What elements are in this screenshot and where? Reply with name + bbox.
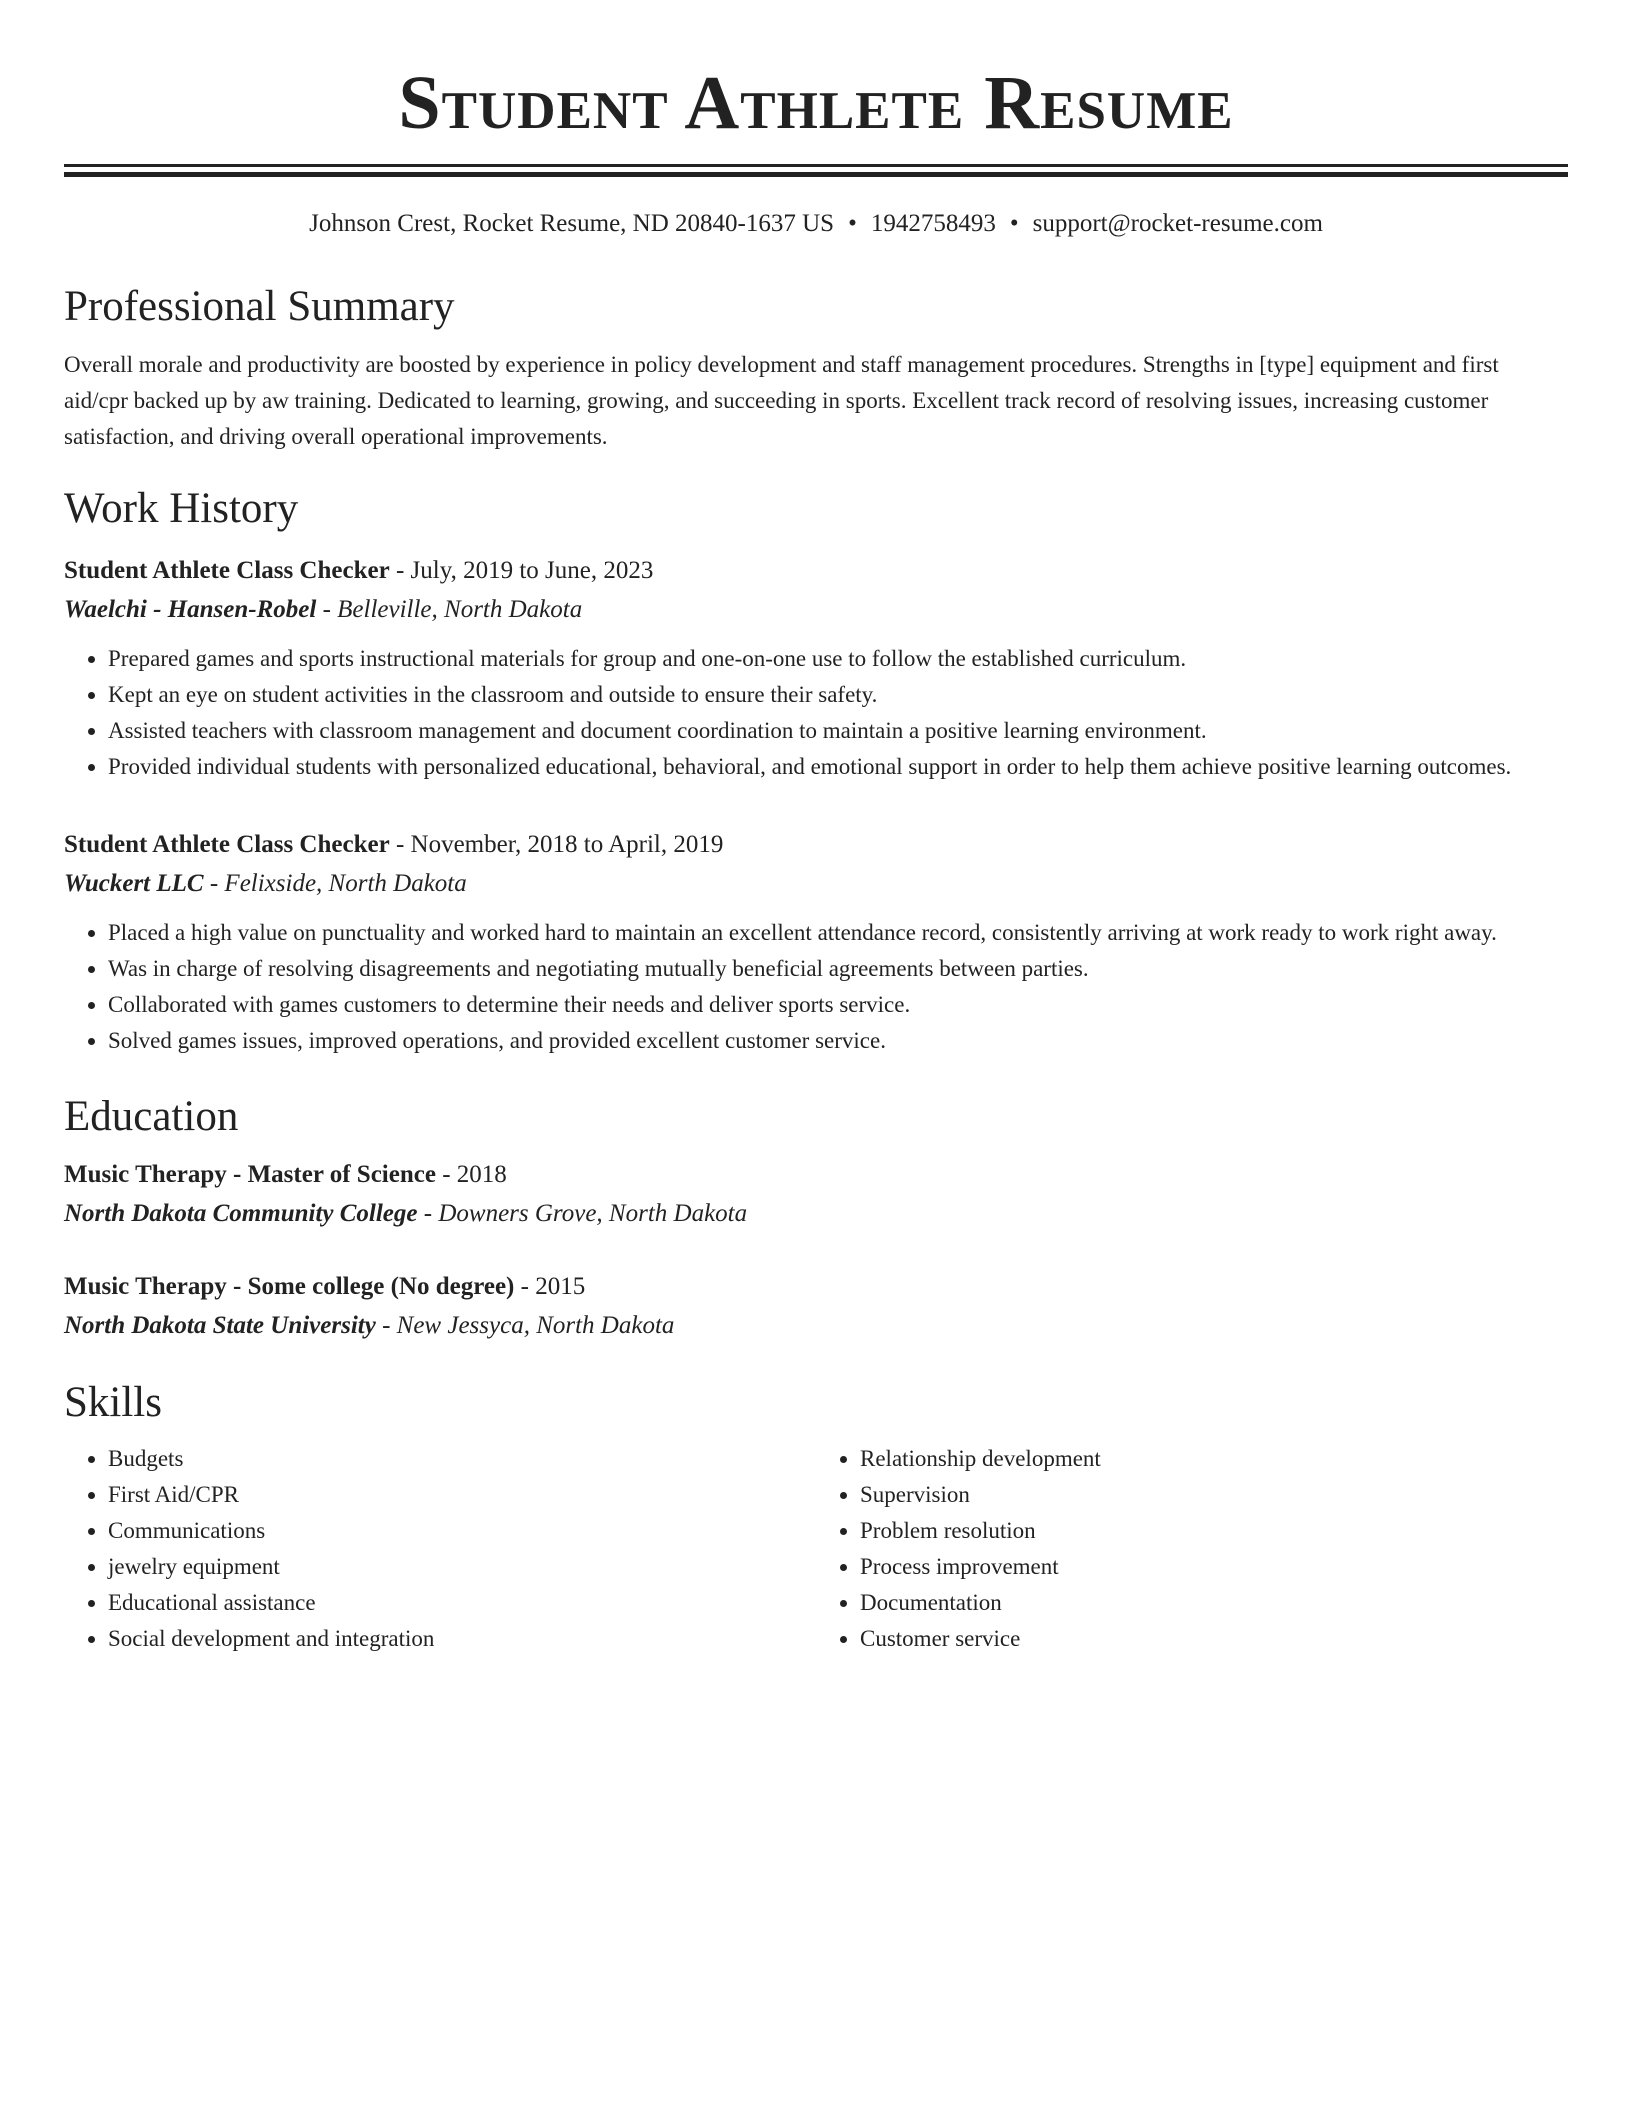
job-title-line [64, 825, 1568, 865]
job-dates: - November, 2018 to April, 2019 [389, 831, 724, 858]
skills-heading: Skills [64, 1379, 162, 1426]
job-title: Student Athlete Class Checker [64, 557, 390, 584]
school-line [64, 1307, 1568, 1345]
contact-separator: • [1009, 210, 1019, 237]
skill-item: • Documentation [860, 1585, 1568, 1621]
summary-text: Overall morale and productivity are boosted by experience in policy development and staff management procedures. Strengths in [type] equipment and first aid/cpr backed up by aw training. Dedicated to learning, growing, and succeeding in sports. Excellent track record of resolving issues, increasing customer satisfaction, and driving overall operational improvements. [64, 352, 1499, 449]
job-duty: • Prepared games and sports instructional materials for group and one-on-one use to follow the established curriculum. [108, 641, 1568, 677]
job-location: - Belleville, North Dakota [316, 596, 583, 623]
skill-item: • Process improvement [860, 1549, 1568, 1585]
skills-grid [64, 1441, 1568, 1657]
skills-section [64, 1375, 1568, 1657]
document-title: Student Athlete Resume [398, 61, 1234, 145]
job-duty: • Was in charge of resolving disagreements and negotiating mutually beneficial agreements between parties. [108, 951, 1568, 987]
school-location: - Downers Grove, North Dakota [417, 1200, 748, 1227]
contact-separator: • [848, 210, 857, 237]
school-name: North Dakota Community College [64, 1200, 418, 1227]
job-duty: • Assisted teachers with classroom management and document coordination to maintain a positive learning environment. [108, 713, 1568, 749]
education-section [64, 1089, 1568, 1345]
school-name: North Dakota State University [64, 1312, 376, 1339]
job-company-line [64, 865, 1568, 903]
work-history-heading: Work History [64, 485, 299, 532]
job-duties-list [64, 641, 1568, 785]
school-location: - New Jessyca, North Dakota [375, 1312, 675, 1339]
skill-item: • Customer service [860, 1621, 1568, 1657]
school-line [64, 1195, 1568, 1233]
degree-line [64, 1155, 1568, 1195]
job-location: - Felixside, North Dakota [203, 870, 467, 897]
degree-year: - 2015 [514, 1273, 586, 1300]
skill-item: • Supervision [860, 1477, 1568, 1513]
degree-line [64, 1267, 1568, 1307]
title-divider [64, 164, 1568, 177]
job-duty: • Solved games issues, improved operations, and provided excellent customer service. [108, 1023, 1568, 1059]
job-company: Wuckert LLC [64, 870, 204, 897]
education-entry [64, 1155, 1568, 1233]
degree: Music Therapy - Master of Science [64, 1161, 436, 1188]
job-company-line [64, 591, 1568, 629]
skill-item: • Budgets [108, 1441, 816, 1477]
degree: Music Therapy - Some college (No degree) [64, 1273, 515, 1300]
job-duties-list [64, 915, 1568, 1059]
skill-item: • Problem resolution [860, 1513, 1568, 1549]
job-duty: • Placed a high value on punctuality and worked hard to maintain an excellent attendance record, consistently arriving at work ready to work right away. [108, 915, 1568, 951]
skill-item: • Communications [108, 1513, 816, 1549]
skills-list-right [816, 1441, 1568, 1657]
contact-phone: 1942758493 [870, 210, 996, 237]
job-entry [64, 551, 1568, 785]
job-duty: • Kept an eye on student activities in the classroom and outside to ensure their safety. [108, 677, 1568, 713]
education-entry [64, 1267, 1568, 1345]
job-entry [64, 825, 1568, 1059]
skill-item: • Educational assistance [108, 1585, 816, 1621]
job-title-line [64, 551, 1568, 591]
skill-item: • jewelry equipment [108, 1549, 816, 1585]
contact-address: Johnson Crest, Rocket Resume, ND 20840-1637 US [309, 210, 835, 237]
job-duty: • Collaborated with games customers to determine their needs and deliver sports service. [108, 987, 1568, 1023]
job-company: Waelchi - Hansen-Robel [64, 596, 317, 623]
summary-heading: Professional Summary [64, 283, 455, 330]
job-duty: • Provided individual students with personalized educational, behavioral, and emotional support in order to help them achieve positive learning outcomes. [108, 749, 1568, 785]
skills-list-left [64, 1441, 816, 1657]
skill-item: • Relationship development [860, 1441, 1568, 1477]
skill-item: • Social development and integration [108, 1621, 816, 1657]
contact-line [64, 207, 1568, 241]
summary-section [64, 279, 1568, 455]
job-title: Student Athlete Class Checker [64, 831, 390, 858]
job-dates: - July, 2019 to June, 2023 [389, 557, 654, 584]
education-heading: Education [64, 1093, 239, 1140]
skill-item: • First Aid/CPR [108, 1477, 816, 1513]
work-history-section [64, 481, 1568, 1059]
degree-year: - 2018 [435, 1161, 507, 1188]
contact-email: support@rocket-resume.com [1032, 210, 1323, 237]
